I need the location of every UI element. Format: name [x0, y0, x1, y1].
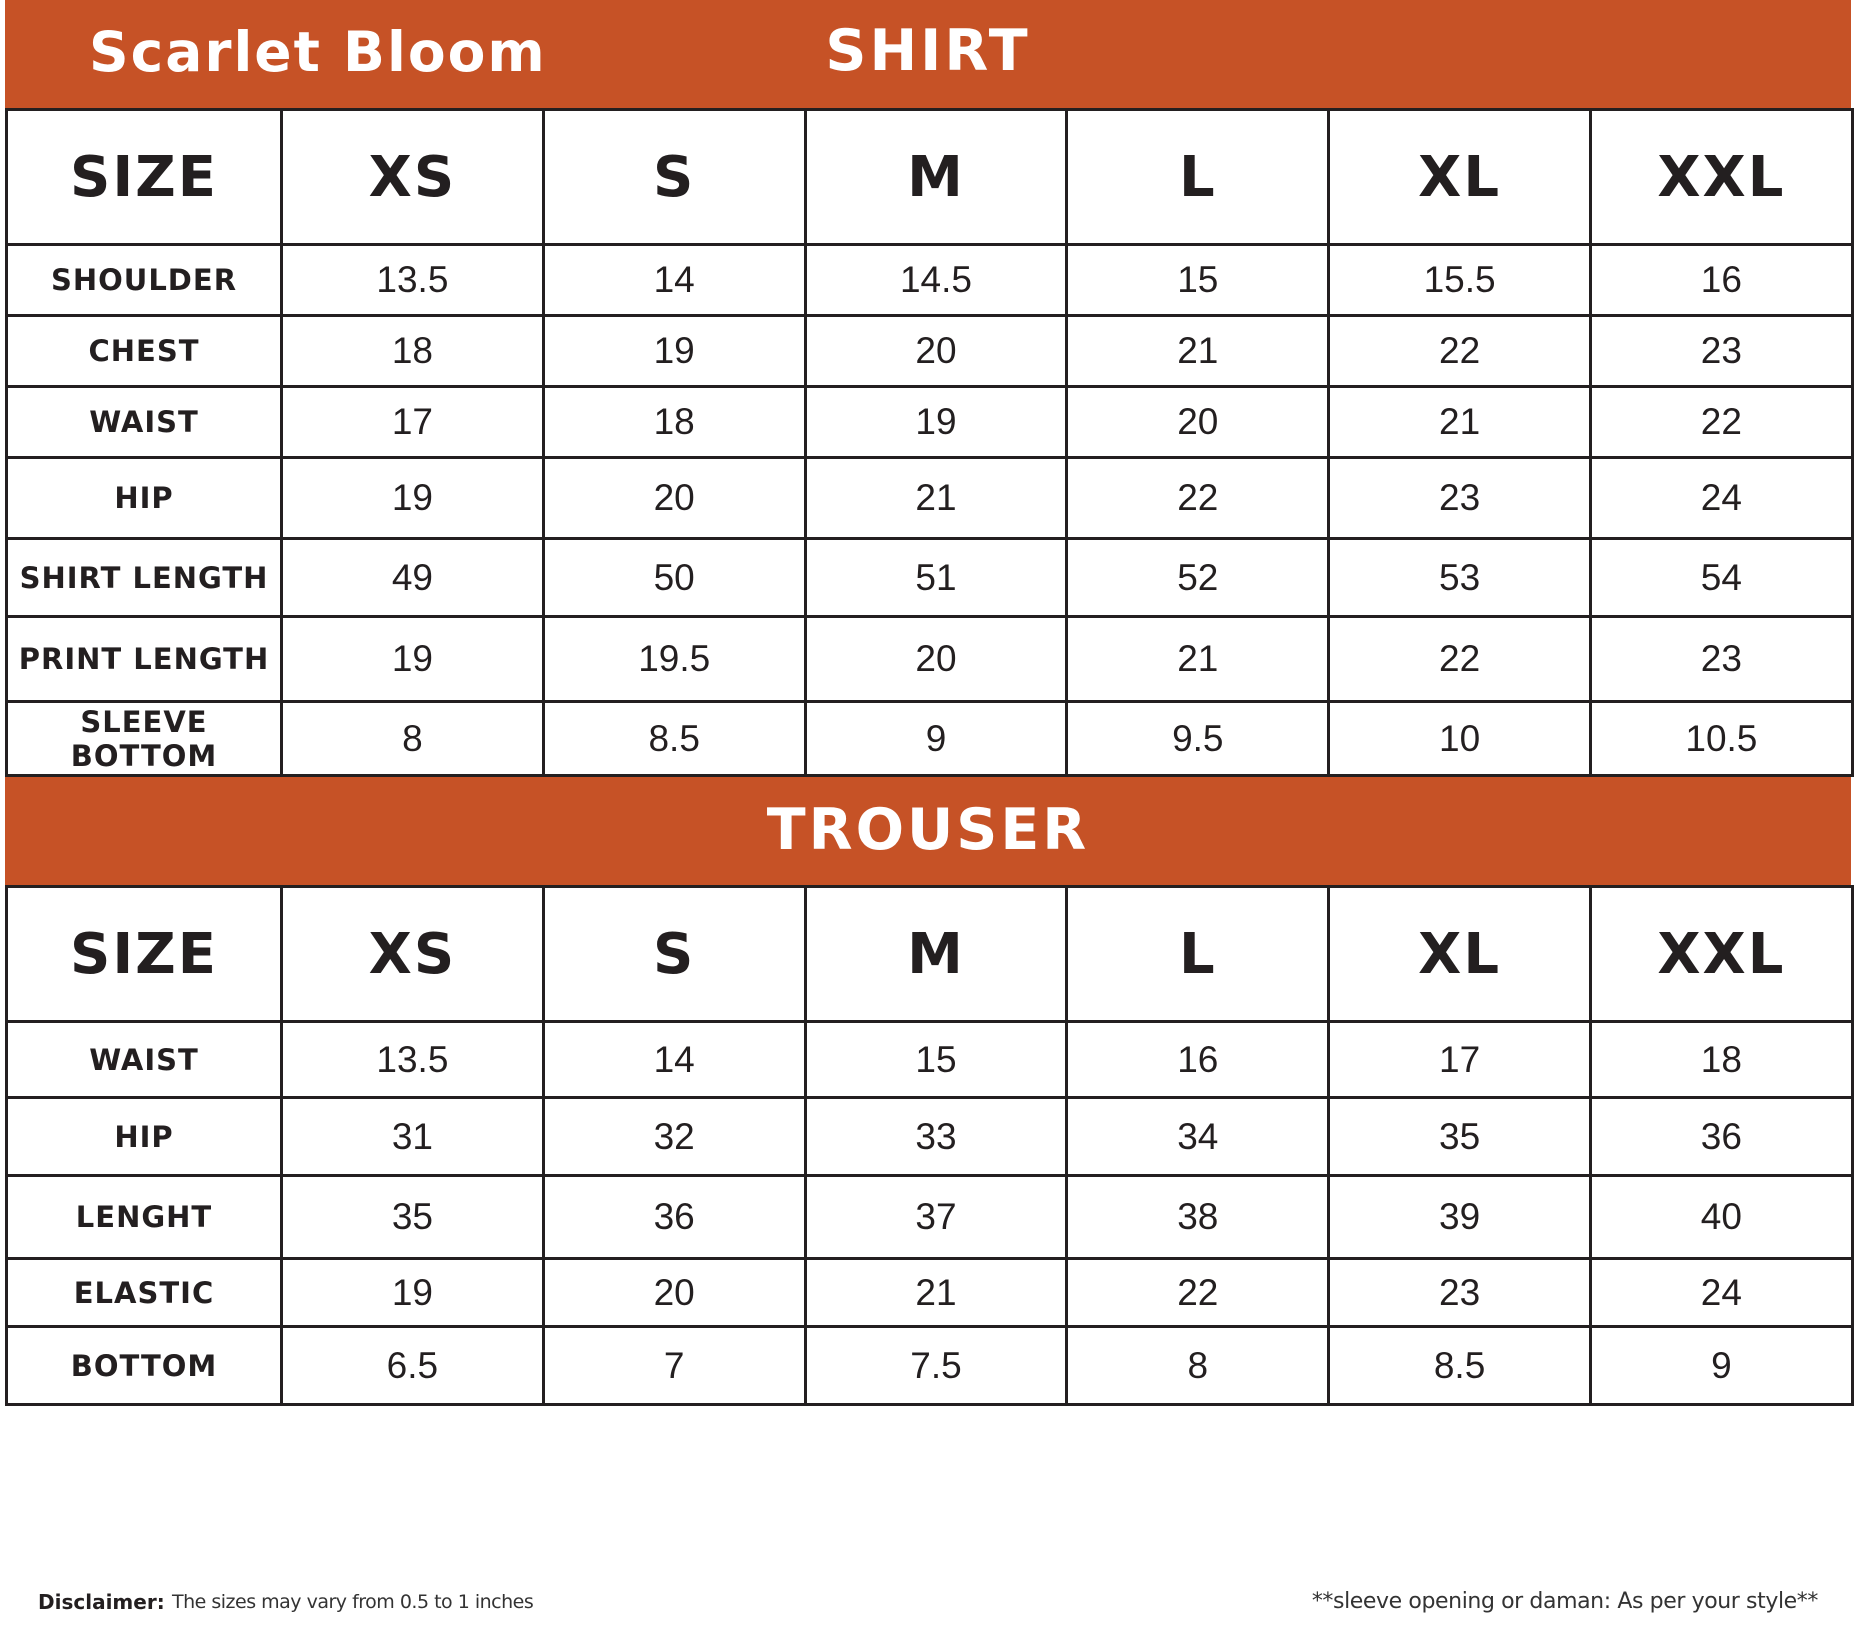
measurement-value: 23 — [1590, 617, 1852, 702]
measurement-value: 54 — [1590, 539, 1852, 617]
trouser-size-heading: SIZE — [7, 887, 282, 1022]
measurement-label: SHIRT LENGTH — [7, 539, 282, 617]
measurement-label: WAIST — [7, 387, 282, 458]
measurement-value: 22 — [1590, 387, 1852, 458]
trouser-size-column-heading: XS — [282, 887, 544, 1022]
measurement-value: 20 — [805, 316, 1067, 387]
measurement-value: 19 — [282, 617, 544, 702]
measurement-value: 40 — [1590, 1176, 1852, 1259]
measurement-value: 9 — [1590, 1327, 1852, 1405]
shirt-title: SHIRT — [825, 18, 1031, 84]
table-row — [7, 1022, 1853, 1098]
measurement-label: ELASTIC — [7, 1259, 282, 1327]
trouser-header-row — [7, 887, 1853, 1022]
measurement-value: 13.5 — [282, 245, 544, 316]
measurement-value: 16 — [1067, 1022, 1329, 1098]
table-row — [7, 1176, 1853, 1259]
measurement-value: 18 — [1590, 1022, 1852, 1098]
measurement-value: 19 — [282, 458, 544, 539]
measurement-value: 20 — [1067, 387, 1329, 458]
shirt-header-row — [7, 110, 1853, 245]
measurement-label: WAIST — [7, 1022, 282, 1098]
trouser-banner — [5, 777, 1851, 885]
measurement-value: 10 — [1329, 702, 1591, 776]
measurement-value: 23 — [1590, 316, 1852, 387]
measurement-value: 21 — [1067, 617, 1329, 702]
trouser-size-column-heading: XXL — [1590, 887, 1852, 1022]
measurement-label: HIP — [7, 1098, 282, 1176]
shirt-size-table — [5, 108, 1854, 777]
trouser-size-column-heading: L — [1067, 887, 1329, 1022]
table-row — [7, 458, 1853, 539]
table-row — [7, 1098, 1853, 1176]
measurement-value: 21 — [1329, 387, 1591, 458]
measurement-value: 6.5 — [282, 1327, 544, 1405]
measurement-value: 8 — [282, 702, 544, 776]
shirt-size-column-heading: S — [543, 110, 805, 245]
measurement-label: PRINT LENGTH — [7, 617, 282, 702]
measurement-value: 21 — [1067, 316, 1329, 387]
trouser-size-column-heading: M — [805, 887, 1067, 1022]
measurement-label: BOTTOM — [7, 1327, 282, 1405]
measurement-value: 39 — [1329, 1176, 1591, 1259]
table-row — [7, 245, 1853, 316]
measurement-value: 19 — [282, 1259, 544, 1327]
shirt-size-heading: SIZE — [7, 110, 282, 245]
measurement-value: 9.5 — [1067, 702, 1329, 776]
measurement-value: 21 — [805, 458, 1067, 539]
measurement-value: 10.5 — [1590, 702, 1852, 776]
shirt-size-column-heading: M — [805, 110, 1067, 245]
measurement-value: 37 — [805, 1176, 1067, 1259]
measurement-value: 53 — [1329, 539, 1591, 617]
table-row — [7, 617, 1853, 702]
measurement-value: 7.5 — [805, 1327, 1067, 1405]
measurement-value: 21 — [805, 1259, 1067, 1327]
shirt-banner — [5, 0, 1851, 108]
measurement-value: 20 — [543, 458, 805, 539]
measurement-value: 32 — [543, 1098, 805, 1176]
measurement-value: 33 — [805, 1098, 1067, 1176]
measurement-value: 14 — [543, 1022, 805, 1098]
measurement-value: 8 — [1067, 1327, 1329, 1405]
measurement-value: 23 — [1329, 1259, 1591, 1327]
table-row — [7, 539, 1853, 617]
trouser-size-column-heading: S — [543, 887, 805, 1022]
measurement-value: 14.5 — [805, 245, 1067, 316]
measurement-value: 18 — [282, 316, 544, 387]
measurement-value: 19 — [805, 387, 1067, 458]
table-row — [7, 1259, 1853, 1327]
trouser-size-column-heading: XL — [1329, 887, 1591, 1022]
measurement-value: 22 — [1067, 1259, 1329, 1327]
measurement-value: 20 — [805, 617, 1067, 702]
measurement-value: 18 — [543, 387, 805, 458]
measurement-value: 20 — [543, 1259, 805, 1327]
measurement-value: 19 — [543, 316, 805, 387]
measurement-label: LENGHT — [7, 1176, 282, 1259]
trouser-size-table — [5, 885, 1854, 1406]
measurement-value: 31 — [282, 1098, 544, 1176]
measurement-value: 35 — [282, 1176, 544, 1259]
measurement-value: 22 — [1067, 458, 1329, 539]
measurement-value: 17 — [1329, 1022, 1591, 1098]
measurement-value: 8.5 — [543, 702, 805, 776]
shirt-size-column-heading: XL — [1329, 110, 1591, 245]
measurement-value: 34 — [1067, 1098, 1329, 1176]
measurement-value: 38 — [1067, 1176, 1329, 1259]
measurement-value: 36 — [1590, 1098, 1852, 1176]
measurement-value: 19.5 — [543, 617, 805, 702]
measurement-value: 15 — [805, 1022, 1067, 1098]
measurement-value: 17 — [282, 387, 544, 458]
measurement-value: 24 — [1590, 458, 1852, 539]
shirt-size-column-heading: L — [1067, 110, 1329, 245]
table-row — [7, 702, 1853, 776]
measurement-value: 15.5 — [1329, 245, 1591, 316]
measurement-label: SHOULDER — [7, 245, 282, 316]
disclaimer-label: Disclaimer: — [38, 1590, 165, 1614]
measurement-value: 23 — [1329, 458, 1591, 539]
measurement-label: SLEEVE BOTTOM — [7, 702, 282, 776]
measurement-value: 49 — [282, 539, 544, 617]
footer — [0, 1584, 1854, 1624]
measurement-value: 7 — [543, 1327, 805, 1405]
measurement-value: 24 — [1590, 1259, 1852, 1327]
measurement-value: 52 — [1067, 539, 1329, 617]
table-row — [7, 316, 1853, 387]
measurement-value: 15 — [1067, 245, 1329, 316]
measurement-value: 8.5 — [1329, 1327, 1591, 1405]
measurement-value: 22 — [1329, 316, 1591, 387]
measurement-label: HIP — [7, 458, 282, 539]
measurement-value: 35 — [1329, 1098, 1591, 1176]
measurement-value: 16 — [1590, 245, 1852, 316]
shirt-size-column-heading: XS — [282, 110, 544, 245]
measurement-value: 36 — [543, 1176, 805, 1259]
table-row — [7, 1327, 1853, 1405]
sleeve-note: **sleeve opening or daman: As per your style** — [1311, 1589, 1818, 1614]
table-row — [7, 387, 1853, 458]
measurement-label: CHEST — [7, 316, 282, 387]
shirt-size-column-heading: XXL — [1590, 110, 1852, 245]
measurement-value: 14 — [543, 245, 805, 316]
measurement-value: 13.5 — [282, 1022, 544, 1098]
measurement-value: 51 — [805, 539, 1067, 617]
measurement-value: 22 — [1329, 617, 1591, 702]
measurement-value: 9 — [805, 702, 1067, 776]
measurement-value: 50 — [543, 539, 805, 617]
size-chart — [5, 0, 1851, 1406]
brand-name: Scarlet Bloom — [89, 20, 547, 84]
trouser-title: TROUSER — [766, 797, 1090, 863]
disclaimer-text: The sizes may vary from 0.5 to 1 inches — [172, 1591, 534, 1613]
